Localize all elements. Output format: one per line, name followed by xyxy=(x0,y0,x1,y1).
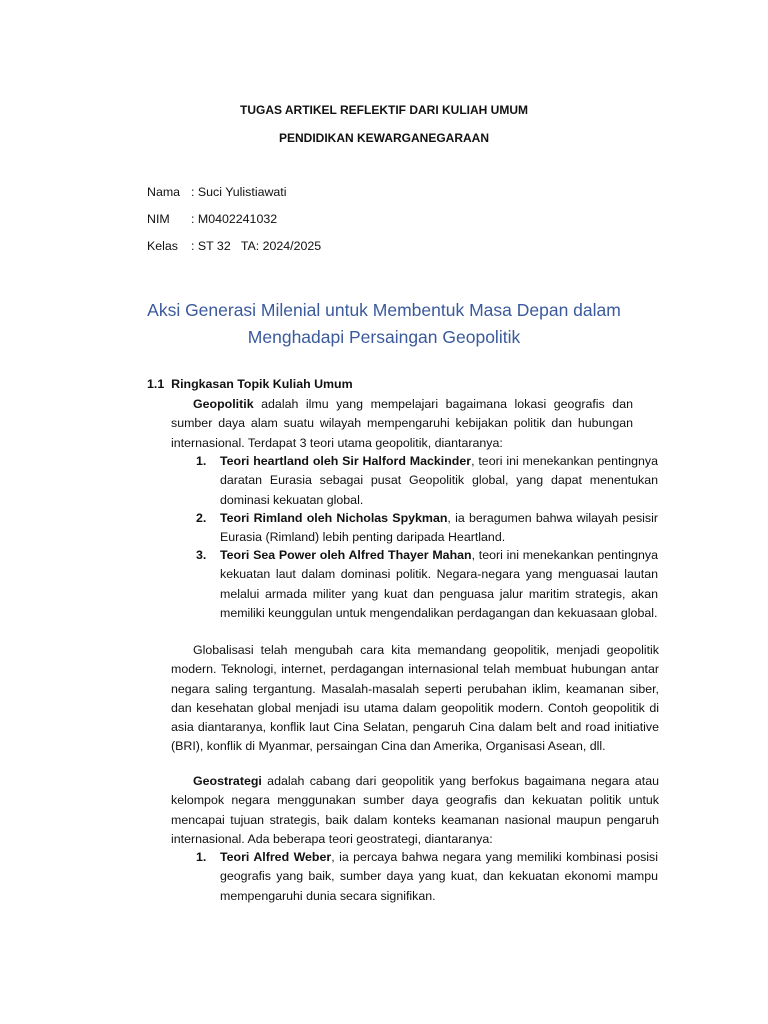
theory-name: Teori Rimland oleh Nicholas Spykman xyxy=(220,511,448,525)
geostrategi-text: adalah cabang dari geopolitik yang berfokus bagaimana negara atau kelompok negara menggunakan sumber daya geografis dan kekuatan politik untuk mencapai tujuan strategis, baik dalam konteks keamanan nasional maupun pengaruh internasional. Ada beberapa teori geostrategi, diantaranya: xyxy=(171,774,659,846)
info-label-nim: NIM xyxy=(147,212,170,226)
geopolitik-term: Geopolitik xyxy=(193,397,254,411)
list-item xyxy=(196,509,658,548)
section-heading xyxy=(147,377,353,391)
info-value-kelas: : ST 32 TA: 2024/2025 xyxy=(191,239,322,253)
article-title-line-1: Aksi Generasi Milenial untuk Membentuk Masa Depan dalam xyxy=(147,300,621,320)
theory-name: Teori heartland oleh Sir Halford Mackinder xyxy=(220,454,472,468)
list-number: 3. xyxy=(196,548,207,562)
info-value-nim: : M0402241032 xyxy=(191,212,278,226)
list-item xyxy=(196,848,658,906)
list-number: 1. xyxy=(196,454,207,468)
header-line-2: PENDIDIKAN KEWARGANEGARAAN xyxy=(278,131,489,145)
article-title-line-2: Menghadapi Persaingan Geopolitik xyxy=(247,327,521,347)
list-item xyxy=(196,546,658,623)
theory-text: , ia beragumen bahwa wilayah pesisir Eurasia (Rimland) lebih penting daripada Heartland. xyxy=(220,511,658,545)
theory-text: , ia percaya bahwa negara yang memiliki kombinasi posisi geografis yang baik, sumber daya yang kuat, dan kekuatan ekonomi mampu mempengaruhi dunia secara signifikan. xyxy=(220,850,658,903)
info-label-kelas: Kelas xyxy=(147,239,178,253)
theory-text: , teori ini menekankan pentingnya kekuatan laut dalam dominasi politik. Negara-negara yang menguasai lautan melalui armada militer yang kuat dan penguasa jalur maritim strategis, akan memiliki keunggulan untuk mengendalikan perdagangan dan kekuasaan global. xyxy=(220,548,658,620)
geopolitik-paragraph xyxy=(171,395,633,453)
theory-name: Teori Alfred Weber xyxy=(220,850,332,864)
list-item xyxy=(196,452,658,510)
info-value-nama: : Suci Yulistiawati xyxy=(191,185,287,199)
theory-text: , teori ini menekankan pentingnya daratan Eurasia sebagai pusat Geopolitik global, yang dapat menentukan dominasi kekuatan global. xyxy=(220,454,658,507)
list-number: 1. xyxy=(196,850,207,864)
theory-name: Teori Sea Power oleh Alfred Thayer Mahan xyxy=(220,548,472,562)
geostrategi-paragraph xyxy=(171,772,659,849)
geostrategi-term: Geostrategi xyxy=(193,774,262,788)
header-line-1: TUGAS ARTIKEL REFLEKTIF DARI KULIAH UMUM xyxy=(240,103,528,117)
globalisasi-paragraph: Globalisasi telah mengubah cara kita memandang geopolitik, menjadi geopolitik modern. Teknologi, internet, perdagangan internasional telah membuat hubungan antar negara saling tergantung. Masalah-masalah seperti perubahan iklim, keamanan siber, dan kesehatan global menjadi isu utama dalam geopolitik modern. Contoh geopolitik di asia diantaranya, konflik laut Cina Selatan, pengaruh Cina dalam belt and road initiative (BRI), konflik di Myanmar, persaingan Cina dan Amerika, Organisasi Asean, dll. xyxy=(171,643,659,754)
section-title: Ringkasan Topik Kuliah Umum xyxy=(171,377,353,391)
info-label-nama: Nama xyxy=(147,185,181,199)
section-number: 1.1 xyxy=(147,377,165,391)
geopolitik-text: adalah ilmu yang mempelajari bagaimana lokasi geografis dan sumber daya alam suatu wilayah mempengaruhi kebijakan politik dan hubungan internasional. Terdapat 3 teori utama geopolitik, diantaranya: xyxy=(171,397,633,450)
list-number: 2. xyxy=(196,511,207,525)
